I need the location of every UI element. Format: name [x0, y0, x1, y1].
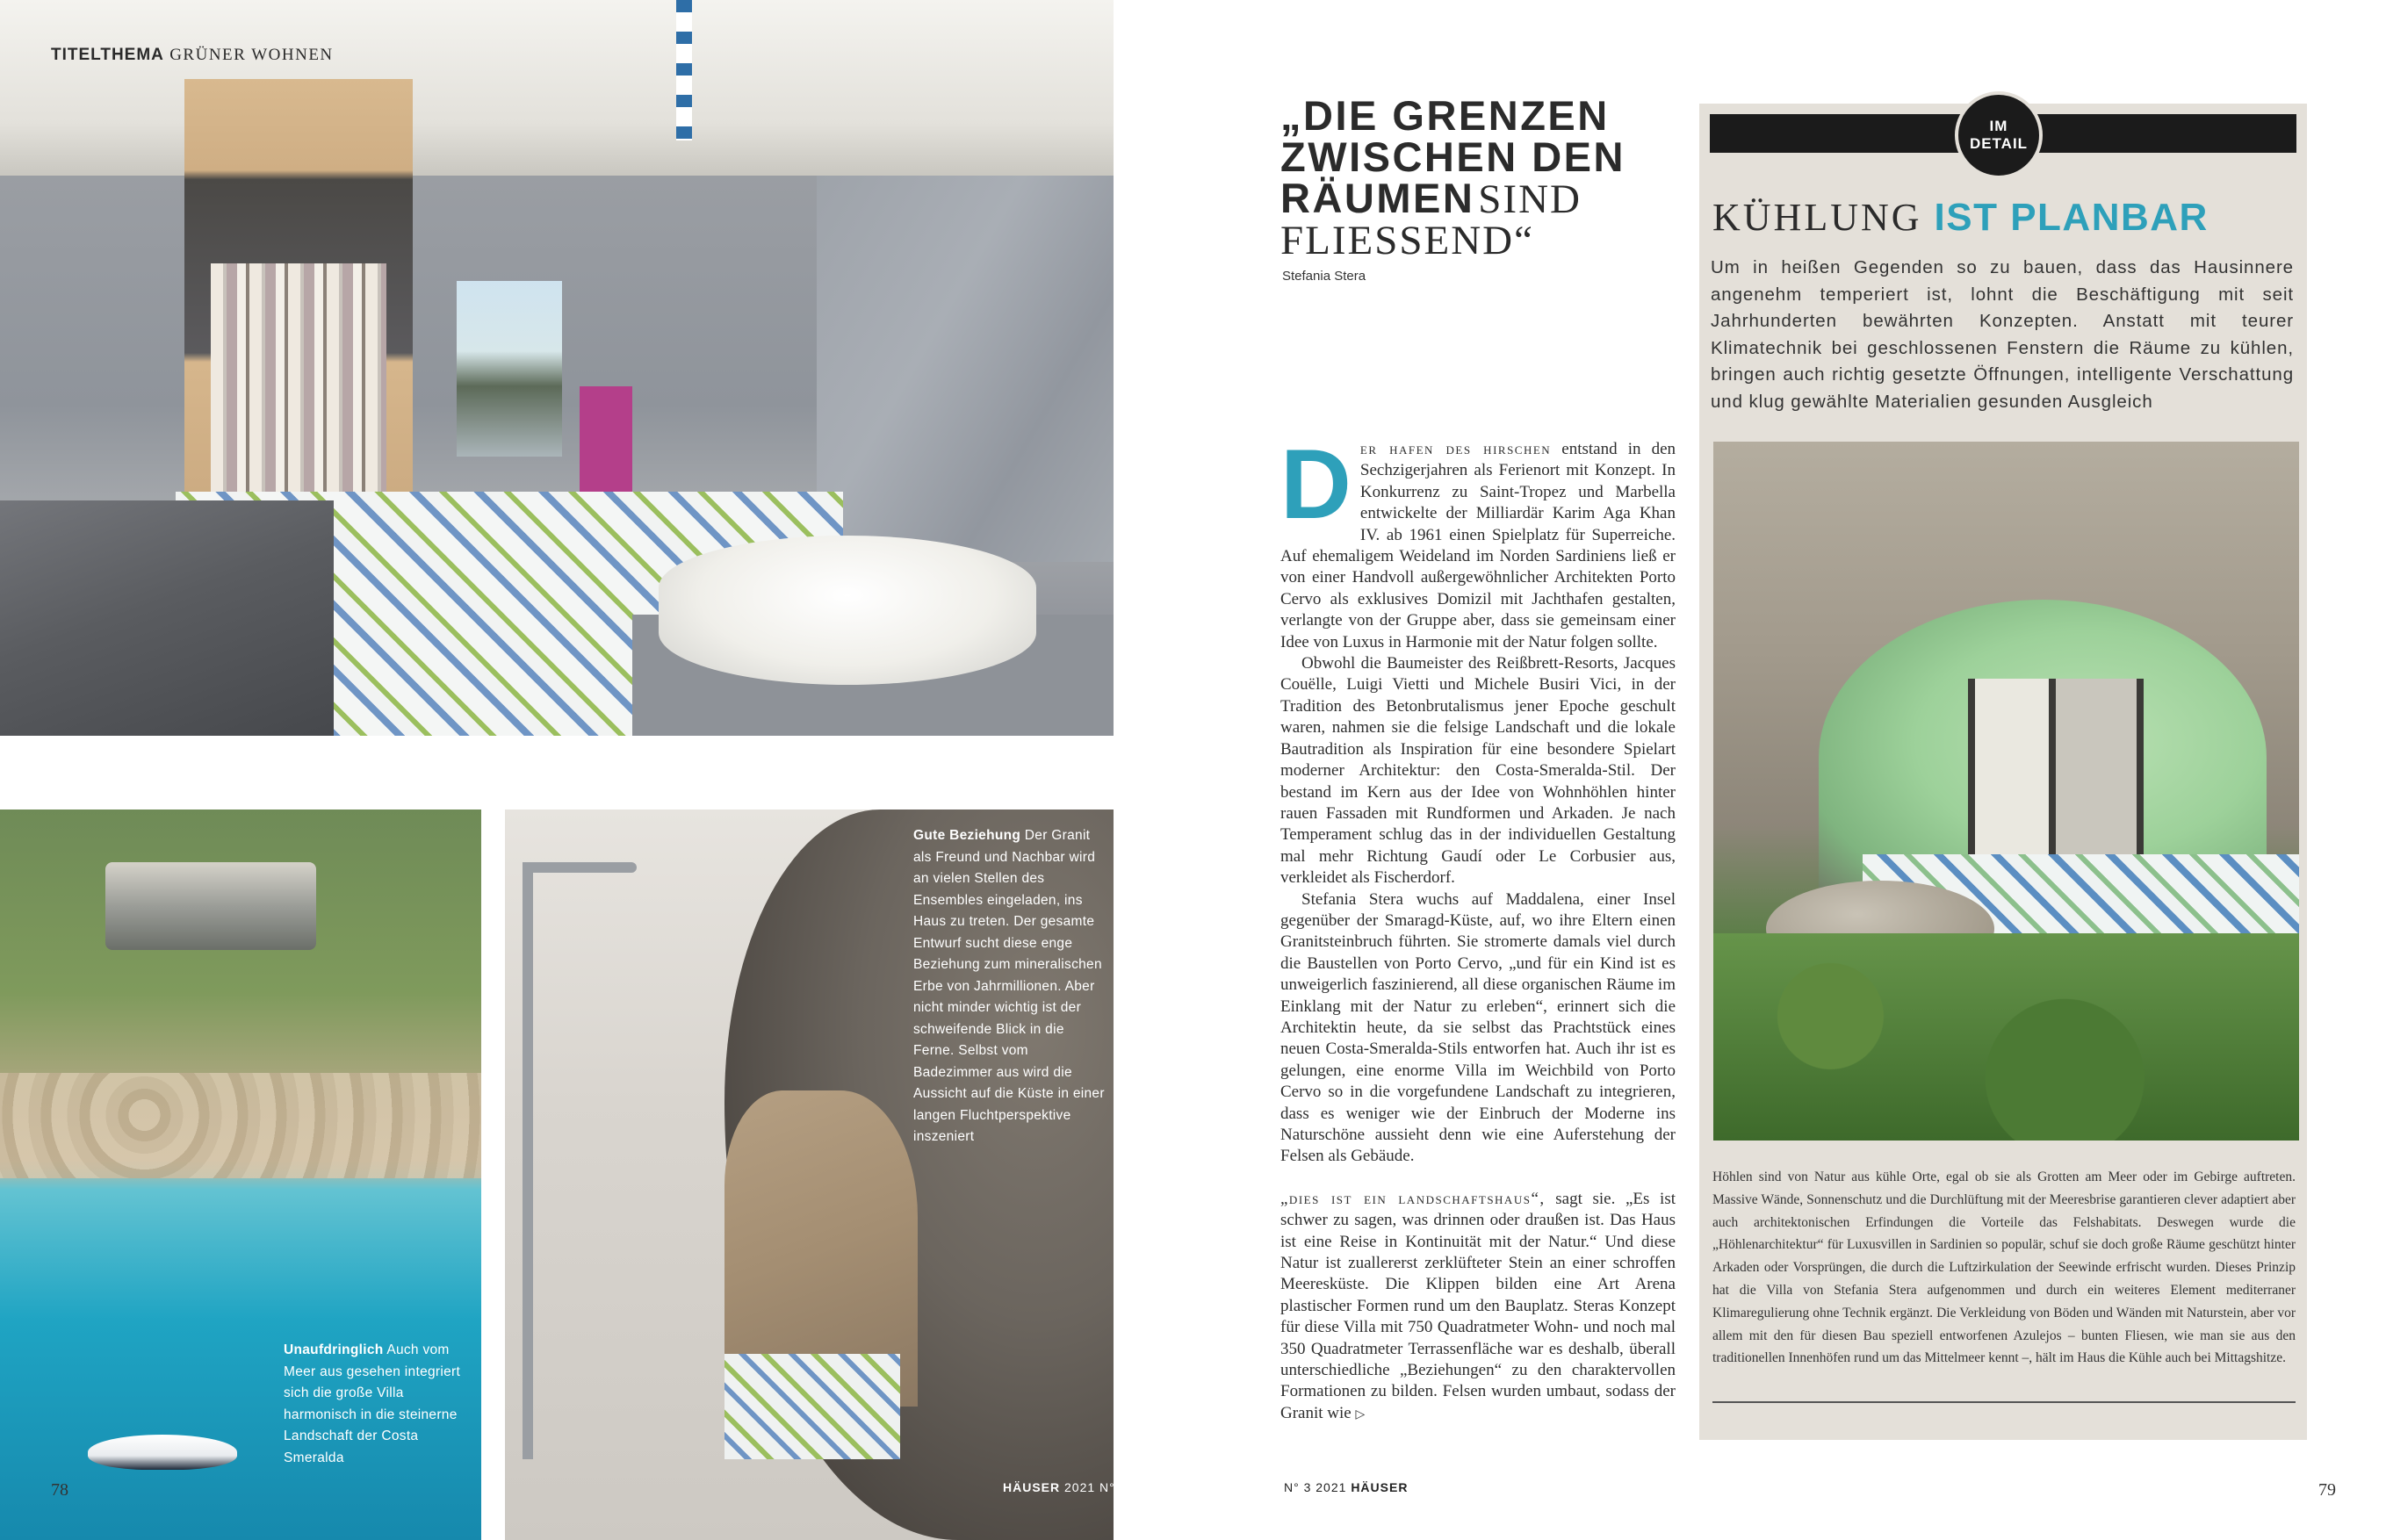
headline — [1280, 92, 1658, 263]
sidebar-title-accent: IST PLANBAR — [1934, 196, 2209, 239]
page-number-right: 79 — [2318, 1480, 2336, 1500]
shower-caption-title: Gute Beziehung — [913, 828, 1021, 843]
page-number-left: 78 — [51, 1480, 68, 1500]
sidebar-title — [1712, 195, 2209, 240]
headline-line-2: ZWISCHEN DEN — [1280, 133, 1626, 180]
photo-doorway — [457, 281, 562, 457]
sidebar-title-serif: KÜHLUNG — [1712, 196, 1922, 239]
photo-sink — [0, 500, 334, 736]
photo-coast-rocks — [0, 1073, 481, 1178]
body-quote-lead-in: „dies ist ein landschaftshaus“, — [1280, 1189, 1546, 1208]
badge-line-1: IM — [1989, 118, 2008, 134]
sidebar-rule — [1712, 1401, 2296, 1403]
shower-caption-text: Der Granit als Freund und Nachbar wird an vielen Stellen des Ensembles eingeladen, ins Haus zu treten. Der gesamte Entwurf sucht diese enge Beziehung zum mineralischen Erbe von Jahrmillionen. Aber nicht minder wichtig ist der schweifende Blick in die Ferne. Selbst vom Badezimmer aus wird die Aussicht auf die Küste in einer langen Fluchtperspektive inszeniert — [913, 828, 1105, 1144]
section-tag — [51, 46, 334, 65]
photo-boat — [88, 1435, 237, 1470]
drop-cap: D — [1280, 429, 1352, 539]
footer-left-mag-name: HÄUSER — [1003, 1480, 1061, 1494]
headline-serif-line: FLIESSEND“ — [1280, 218, 1534, 263]
body-paragraph-1 — [1280, 429, 1676, 653]
photo-ceiling — [0, 0, 1114, 176]
body-paragraph-4-text: sagt sie. „Es ist schwer zu sagen, was drinnen oder draußen ist. Das Haus ist eine Reise in Kontinuität mit der Natur.“ Und diese Natur ist zuallererst zerklüfteter Stein an einer schroffen Meeresküste. Die Klippen bilden eine Art Arena plastischer Formen rund um den Bauplatz. Steras Konzept für diese Villa mit 750 Quadratmeter Wohn- und noch mal 350 Quadratmeter Terrassenfläche war es deshalb, überall unterschiedliche „Beziehungen“ zu den charaktervollen Formationen zu bilden. Felsen wurden umbaut, sodass der Granit wie — [1280, 1189, 1676, 1422]
photo-clothes — [211, 263, 386, 492]
photo-plates — [676, 0, 692, 140]
badge-line-2: DETAIL — [1969, 135, 2029, 152]
photo-villa — [105, 862, 316, 950]
footer-right-magazine — [1284, 1480, 1408, 1494]
coast-caption-title: Unaufdringlich — [284, 1342, 384, 1357]
photo-plants — [1713, 933, 2299, 1141]
body-paragraph-1-text: entstand in den Sechzigerjahren als Ferienort mit Konzept. In Konkurrenz zu Saint-Tropez und Marbella entwickelte der Milliardär Karim Aga Khan IV. ab 1961 einen Spielplatz für Superreiche. Auf ehemaligem Weideland im Norden Sardiniens ließ er von einer Handvoll außergewöhnlicher Architekten Porto Cervo als exklusives Domizil mit Jachthafen gestalten, verlangte von der Gruppe aber, dass sie gemeinsam einer Idee von Luxus in Harmonie mit der Natur folgen sollte. — [1280, 440, 1676, 651]
byline: Stefania Stera — [1282, 269, 1366, 284]
body-paragraph-3: Stefania Stera wuchs auf Maddalena, einer Insel gegenüber der Smaragd-Küste, auf, wo ihre Eltern einen Granitsteinbruch führten. Sie stromerte damals viel durch die Baustellen von Porto Cervo, „und für ein Kind ist es unweigerlich faszinierend, all diese organischen Räume im Einklang mit der Natur zu erleben“, erinnert sich die Architektin heute, da sie selbst das Prachtstück eines neuen Costa-Smeralda-Stils entworfen hat. Auch ihr ist es gelungen, eine enorme Villa im Weichbild von Porto Cervo so in die vorgefundene Landschaft zu integrieren, dass es weniger wie der Einbruch der Moderne ins Naturschöne aussieht denn wie eine Auferstehung der Felsen als Gebäude. — [1280, 889, 1676, 1166]
shower-caption — [913, 825, 1106, 1148]
coast-caption — [284, 1340, 477, 1469]
footer-right-mag-name: HÄUSER — [1351, 1480, 1409, 1494]
bathroom-photo — [0, 0, 1114, 736]
body-lead-in: er hafen des hirschen — [1359, 440, 1552, 458]
photo-shower-head — [523, 862, 637, 873]
photo-shower-pipe — [523, 862, 533, 1459]
photo-marble-wall — [817, 176, 1114, 562]
sidebar-caption: Höhlen sind von Natur aus kühle Orte, egal ob sie als Grotten am Meer oder im Gebirge auftreten. Massive Wände, Sonnenschutz und die Durchlüftung mit der Meeresbrise garantieren clever adaptiert aber auch architektonischen Erfindungen die Vorteile das Felshabitats. Deswegen wurde die „Höhlenarchitektur“ für Luxusvillen in Sardinien so populär, schuf sie doch große Räume geschützt hinter Arkaden oder Vorsprüngen, die durch die Luftzirkulation der Seewinde erfrischt wurden. Dieses Prinzip hat die Villa von Stefania Stera aufgenommen und durch ein weiteres Element mediterraner Klimaregulierung ohne Technik ergänzt. Die Verkleidung von Böden und Wänden mit Naturstein, aber vor allem mit den für diesen Bau speziell entworfenen Azulejos – bunten Fliesen, wie man sie aus den traditionellen Innenhöfen rund um das Mittelmeer kennt –, hält im Haus die Kühle auch bei Mittagshitze. — [1712, 1169, 2296, 1366]
photo-shower-tiles — [724, 1354, 900, 1459]
article-body — [1280, 429, 1676, 1425]
sidebar-intro: Um in heißen Gegenden so zu bauen, dass das Hausinnere angenehm temperiert ist, lohnt die Beschäftigung mit seit Jahrhunderten bewährten Konzepten. Anstatt mit teurer Klimatechnik bei geschlossenen Fenstern die Räume zu kühlen, bringen auch richtig gesetzte Öffnungen, intelligente Verschattung und klug gewählte Materialien gesunden Ausgleich — [1711, 257, 2294, 412]
headline-serif-tail: SIND — [1478, 176, 1582, 222]
headline-line-3: RÄUMEN — [1280, 175, 1475, 221]
footer-right-mag-issue: N° 3 2021 — [1284, 1480, 1347, 1494]
footer-left-mag-issue: 2021 N°3 — [1064, 1480, 1123, 1494]
section-label-light: GRÜNER WOHNEN — [169, 46, 334, 64]
photo-glass-door — [1968, 679, 2144, 854]
headline-line-1: „DIE GRENZEN — [1280, 92, 1610, 139]
body-paragraph-2: Obwohl die Baumeister des Reißbrett-Resorts, Jacques Couëlle, Luigi Vietti und Michele Busiri Vici, in der Tradition des Betonbrutalismus jener Epoche geschult waren, nahmen sie die felsige Landschaft und die lokale Bautradition als Inspiration für eine besondere Spielart moderner Architektur: den Costa-Smeralda-Stil. Der bestand im Kern aus der Idee von Wohnhöhlen hinter rauen Fassaden mit Rundformen und Arkaden. Je nach Temperament schlug das in der individuellen Gestaltung mal mehr Richtung Gaudí oder Le Corbusier aus, verkleidet als Fischerdorf. — [1280, 654, 1676, 888]
continue-arrow-icon: ▷ — [1355, 1407, 1366, 1421]
body-paragraph-4 — [1280, 1189, 1676, 1425]
coast-caption-text: Auch vom Meer aus gesehen integriert sich die große Villa harmonisch in die steinerne Landschaft der Costa Smeralda — [284, 1342, 461, 1465]
im-detail-badge — [1955, 91, 2043, 179]
section-label-bold: TITELTHEMA — [51, 46, 164, 64]
photo-bathtub — [659, 536, 1036, 685]
footer-left-magazine — [1003, 1480, 1123, 1494]
cave-house-photo — [1713, 442, 2299, 1141]
